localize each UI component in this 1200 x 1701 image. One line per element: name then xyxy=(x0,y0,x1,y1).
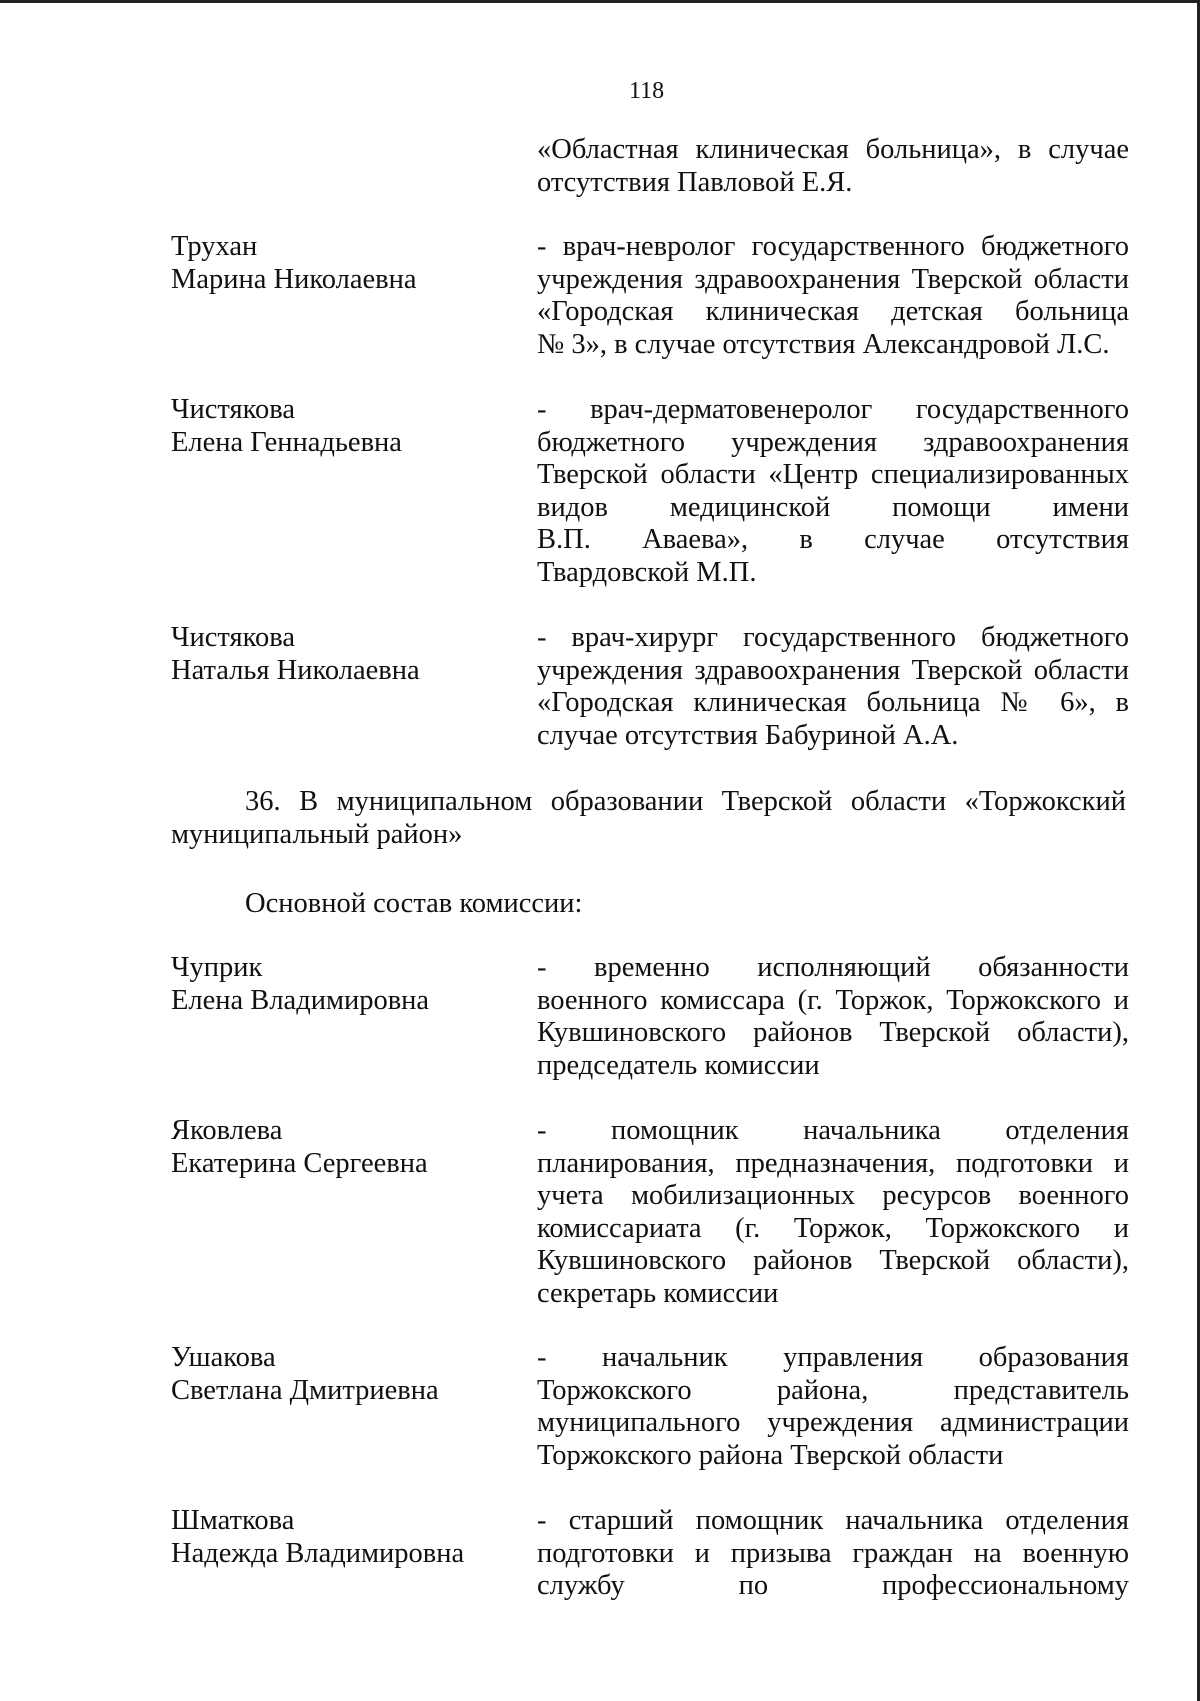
description-line: учреждения здравоохранения Тверской области xyxy=(537,263,1129,295)
description-line: - старший помощник начальника отделения xyxy=(537,1505,1129,1536)
member-given-name: Марина Николаевна xyxy=(171,263,417,295)
member-given-name: Наталья Николаевна xyxy=(171,654,420,686)
member-description xyxy=(537,394,1129,589)
description-line: видов медицинской помощи имени xyxy=(537,491,1129,523)
member-surname: Чуприк xyxy=(171,952,263,983)
member-given-name: Светлана Дмитриевна xyxy=(171,1374,439,1406)
member-name xyxy=(171,1342,439,1407)
member-surname: Чистякова xyxy=(171,622,295,653)
member-description xyxy=(537,1115,1129,1310)
description-line: планирования, предназначения, подготовки и xyxy=(537,1147,1129,1179)
member-description xyxy=(537,622,1129,752)
member-description xyxy=(537,1342,1129,1472)
description-line: подготовки и призыва граждан на военную xyxy=(537,1537,1129,1569)
member-surname: Трухан xyxy=(171,231,258,262)
description-line: № 3», в случае отсутствия Александровой Л.С. xyxy=(537,328,1110,360)
description-line: Твардовской М.П. xyxy=(537,556,757,588)
section-line: муниципальный район» xyxy=(171,818,463,850)
member-name xyxy=(171,622,420,687)
member-name xyxy=(171,231,417,296)
member-description xyxy=(537,952,1129,1082)
description-line: - временно исполняющий обязанности xyxy=(537,952,1129,983)
section-paragraph xyxy=(171,786,1126,851)
description-line: комиссариата (г. Торжок, Торжокского и xyxy=(537,1212,1129,1244)
member-given-name: Надежда Владимировна xyxy=(171,1537,465,1569)
description-line: председатель комиссии xyxy=(537,1049,820,1081)
member-description xyxy=(537,1505,1129,1603)
member-surname: Яковлева xyxy=(171,1115,283,1146)
description-line: - помощник начальника отделения xyxy=(537,1115,1129,1146)
page-number: 118 xyxy=(629,78,665,104)
description-line: Кувшиновского районов Тверской области), xyxy=(537,1017,1129,1048)
description-line: учета мобилизационных ресурсов военного xyxy=(537,1180,1129,1211)
description-line: Торжокского района Тверской области xyxy=(537,1439,1004,1471)
composition-heading: Основной состав комиссии: xyxy=(245,888,583,919)
description-line: муниципального учреждения администрации xyxy=(537,1407,1129,1438)
description-line: - врач-невролог государственного бюджетного xyxy=(537,231,1129,262)
description-line: - врач-дерматовенеролог государственного xyxy=(537,394,1129,425)
continuation-line: отсутствия Павловой Е.Я. xyxy=(537,166,853,198)
description-line: Торжокского района, представитель xyxy=(537,1374,1129,1406)
member-description xyxy=(537,231,1129,361)
member-name xyxy=(171,1505,464,1570)
description-line: Кувшиновского районов Тверской области), xyxy=(537,1245,1129,1276)
description-line: учреждения здравоохранения Тверской области xyxy=(537,654,1129,686)
description-line: - врач-хирург государственного бюджетного xyxy=(537,622,1129,653)
member-surname: Ушакова xyxy=(171,1342,276,1373)
continuation-text xyxy=(537,134,1129,199)
description-line: службу по профессиональному xyxy=(537,1570,1129,1601)
description-line: «Городская клиническая детская больница xyxy=(537,296,1129,327)
description-line: «Городская клиническая больница № 6», в xyxy=(537,687,1129,718)
section-line: 36. В муниципальном образовании Тверской области «Торжокский xyxy=(245,786,1126,817)
member-surname: Чистякова xyxy=(171,394,295,425)
member-given-name: Елена Геннадьевна xyxy=(171,426,402,458)
description-line: В.П. Аваева», в случае отсутствия xyxy=(537,524,1129,555)
description-line: Тверской области «Центр специализированных xyxy=(537,459,1129,490)
description-line: секретарь комиссии xyxy=(537,1277,779,1309)
member-name xyxy=(171,1115,428,1180)
continuation-line: «Областная клиническая больница», в случае xyxy=(537,134,1129,165)
member-name xyxy=(171,394,402,459)
description-line: бюджетного учреждения здравоохранения xyxy=(537,426,1129,458)
description-line: случае отсутствия Бабуриной А.А. xyxy=(537,719,959,751)
member-surname: Шматкова xyxy=(171,1505,295,1536)
member-name xyxy=(171,952,429,1017)
description-line: военного комиссара (г. Торжок, Торжокского и xyxy=(537,984,1129,1016)
description-line: - начальник управления образования xyxy=(537,1342,1129,1373)
member-given-name: Екатерина Сергеевна xyxy=(171,1147,428,1179)
scan-border-top xyxy=(0,0,1200,3)
member-given-name: Елена Владимировна xyxy=(171,984,430,1016)
